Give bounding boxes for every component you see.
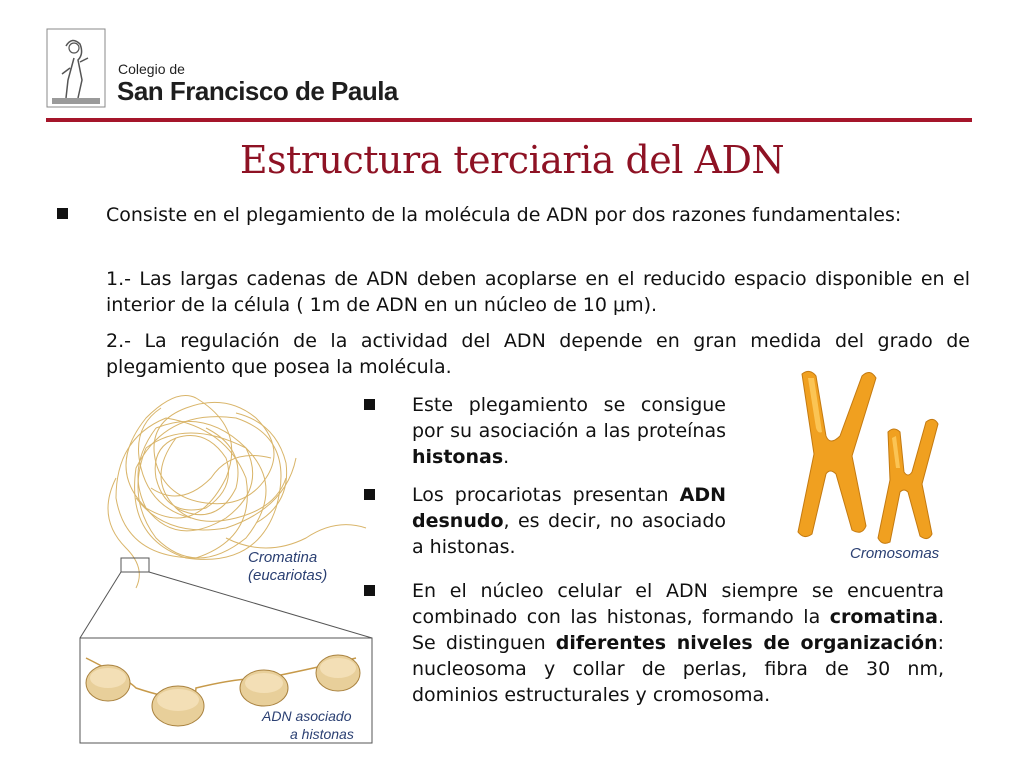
school-logo [46, 28, 106, 108]
bullet-histonas-text: Este plegamiento se consigue por su asociación a las proteínas [412, 394, 726, 442]
adn-asociado-label [262, 707, 354, 743]
slide-title: Estructura terciaria del ADN [239, 138, 785, 182]
bullet-square-icon [57, 208, 68, 219]
school-name: San Francisco de Paula [117, 76, 398, 106]
chromatin-figure [76, 388, 376, 748]
bullet-cromatina-text2: . Se distinguen [412, 606, 944, 654]
bullet-procariotas-text: Los procariotas presentan [412, 484, 680, 506]
cromosomas-label: Cromosomas [850, 545, 940, 562]
bullet-histonas-bold: histonas [412, 446, 504, 468]
bullet-cromatina-text3: : nucleosoma y collar de perlas, fibra de 30 nm, dominios estructurales y cromosoma. [412, 632, 945, 706]
bullet-cromatina [412, 578, 944, 708]
bullet-cromatina-text1: En el núcleo celular el ADN siempre se encuentra combinado con las histonas, formando la [412, 580, 944, 628]
cromatina-label [248, 549, 327, 585]
bullet-procariotas-bold: ADN desnudo [412, 484, 726, 532]
reason-1: 1.- Las largas cadenas de ADN deben acoplarse en el reducido espacio disponible en el interior de la célula ( 1m de ADN en un núcleo de 10 μm). [106, 268, 970, 316]
bullet-square-icon [364, 399, 375, 410]
adn-label-line1: ADN asociado [262, 708, 352, 724]
cromatina-label-line1: Cromatina [248, 549, 318, 566]
adn-label-line2: a histonas [290, 726, 354, 742]
bullet-square-icon [364, 585, 375, 596]
bullet-procariotas-end: , es decir, no asociado a histonas. [412, 510, 726, 558]
header-divider [46, 118, 972, 122]
intro-text: Consiste en el plegamiento de la molécula de ADN por dos razones fundamentales: [106, 204, 902, 226]
chromosome-figure [780, 364, 960, 554]
bullet-histonas [412, 392, 726, 470]
bullet-cromatina-bold1: cromatina [829, 606, 938, 628]
reason-2: 2.- La regulación de la actividad del ADN depende en gran medida del grado de plegamiento que posea la molécula. [106, 330, 970, 378]
cromatina-label-line2: (eucariotas) [248, 567, 328, 584]
school-name-small: Colegio de [118, 61, 185, 77]
bullet-histonas-end: . [503, 446, 510, 468]
bullet-square-icon [364, 489, 375, 500]
bullet-cromatina-bold2: diferentes niveles de organización [555, 632, 938, 654]
bullet-procariotas [412, 482, 726, 560]
